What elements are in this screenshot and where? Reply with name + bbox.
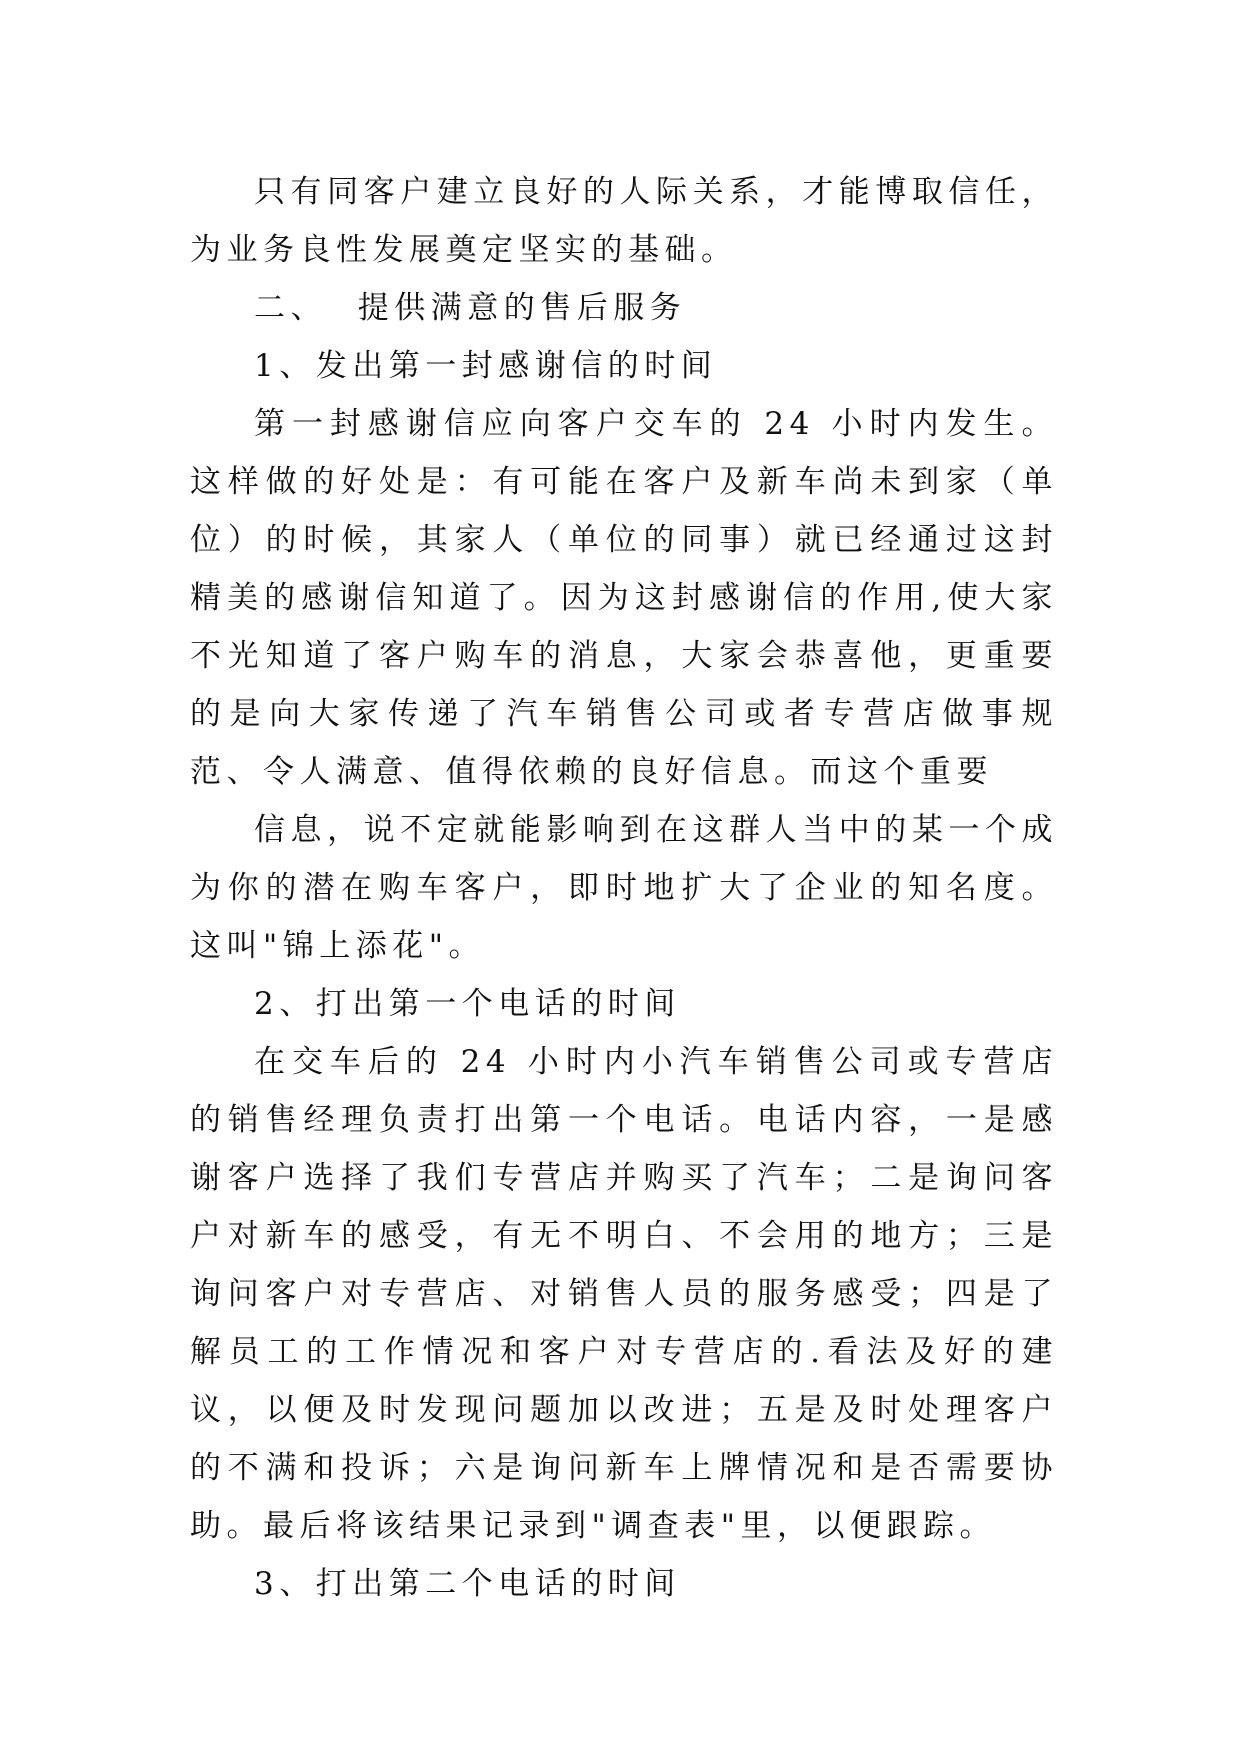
paragraph-relationship: 只有同客户建立良好的人际关系，才能博取信任，为业务良性发展奠定坚实的基础。 xyxy=(190,174,1058,268)
paragraph-information: 信息，说不定就能影响到在这群人当中的某一个成为你的潜在购车客户，即时地扩大了企业的知名度。这叫"锦上添花"。 xyxy=(190,812,1058,964)
paragraph-thank-you-letter: 第一封感谢信应向客户交车的 24 小时内发生。这样做的好处是：有可能在客户及新车尚未到家（单位）的时候，其家人（单位的同事）就已经通过这封精美的感谢信知道了。因为这封感谢信的作用,使大家不光知道了客户购车的消息，大家会恭喜他，更重要的是向大家传递了汽车销售公司或者专营店做事规范、令人满意、值得依赖的良好信息。而这个重要 xyxy=(190,406,1058,790)
subheading-thank-you-letter: 1、发出第一封感谢信的时间 xyxy=(254,348,718,384)
subheading-first-call: 2、打出第一个电话的时间 xyxy=(254,986,681,1022)
subheading-second-call: 3、打出第二个电话的时间 xyxy=(254,1566,681,1602)
section-heading-after-sales: 二、 提供满意的售后服务 xyxy=(254,290,687,326)
paragraph-first-call: 在交车后的 24 小时内小汽车销售公司或专营店的销售经理负责打出第一个电话。电话内容，一是感谢客户选择了我们专营店并购买了汽车；二是询问客户对新车的感受，有无不明白、不会用的地方；三是询问客户对专营店、对销售人员的服务感受；四是了解员工的工作情况和客户对专营店的.看法及好的建议，以便及时发现问题加以改进；五是及时处理客户的不满和投诉；六是询问新车上牌情况和是否需要协助。最后将该结果记录到"调查表"里，以便跟踪。 xyxy=(190,1044,1058,1544)
document-body xyxy=(190,163,1058,1613)
